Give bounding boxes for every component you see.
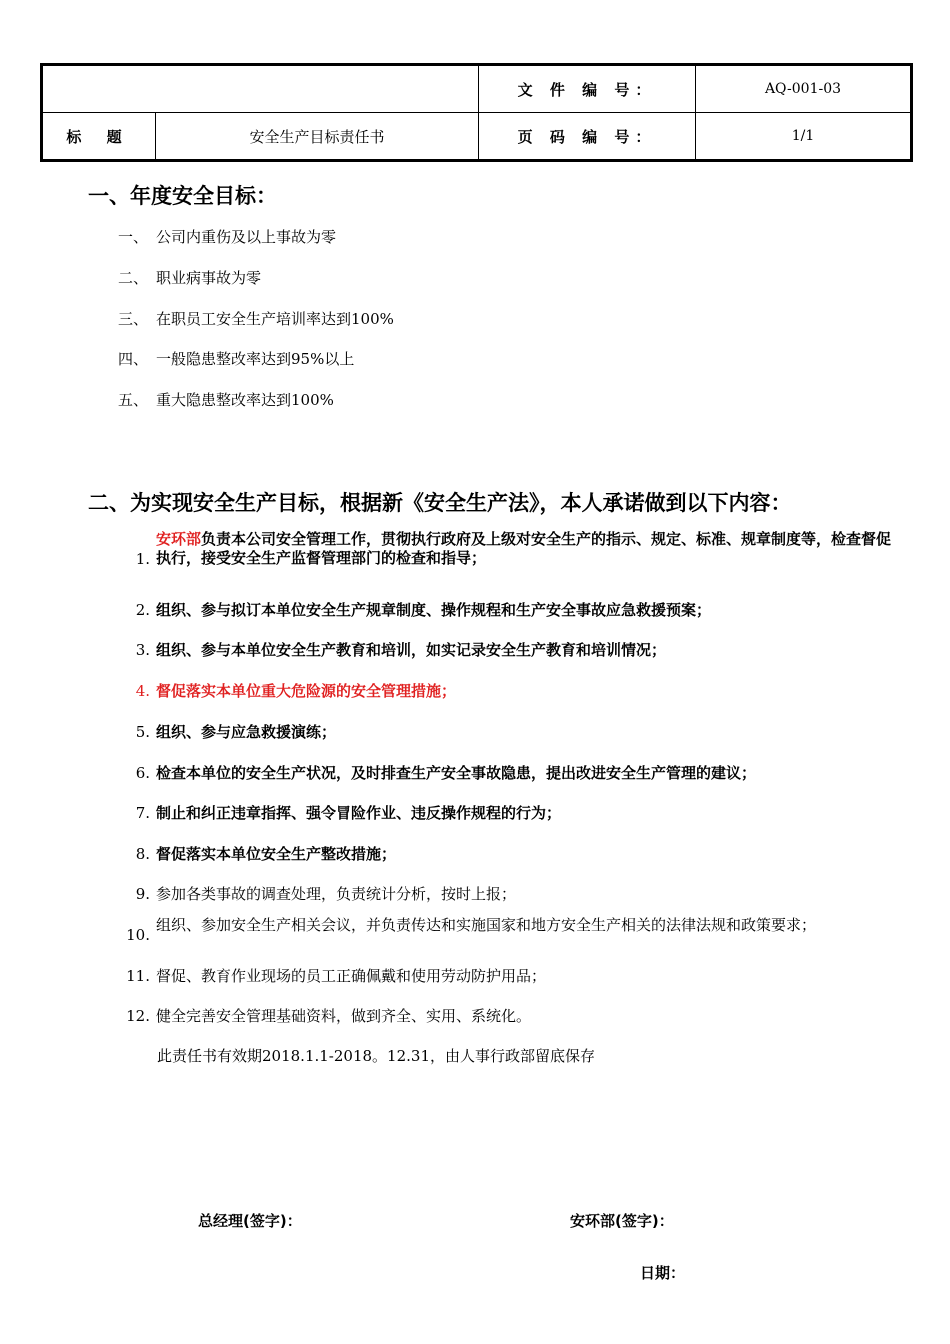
gm-signature-label: 总经理(签字)： bbox=[198, 1212, 302, 1230]
section1-heading: 一、年度安全目标： bbox=[88, 184, 277, 208]
page-no-value: 1/1 bbox=[696, 113, 912, 161]
goal-text: 一般隐患整改率达到95%以上 bbox=[156, 350, 355, 368]
goal-item bbox=[118, 348, 354, 369]
header-row-title bbox=[42, 113, 912, 161]
title-value: 安全生产目标责任书 bbox=[156, 113, 479, 161]
file-no-value: AQ-001-03 bbox=[696, 65, 912, 113]
goal-number: 一、 bbox=[118, 228, 149, 246]
commitment-number: 5. bbox=[135, 723, 150, 741]
date-label: 日期： bbox=[640, 1264, 686, 1282]
dept-signature-label: 安环部(签字)： bbox=[570, 1212, 674, 1230]
commitment-number: 1. bbox=[135, 550, 150, 568]
commitment-text bbox=[156, 530, 896, 568]
commitment-number: 7. bbox=[135, 804, 150, 822]
commitment-text: 督促落实本单位重大危险源的安全管理措施； bbox=[156, 682, 457, 700]
goal-text: 重大隐患整改率达到100% bbox=[156, 391, 334, 409]
commitment-number: 3. bbox=[135, 641, 150, 659]
commitment-text: 组织、参与拟订本单位安全生产规章制度、操作规程和生产安全事故应急救援预案； bbox=[156, 601, 712, 619]
title-label: 标 题 bbox=[42, 113, 156, 161]
commitment-number: 12. bbox=[126, 1007, 150, 1025]
goal-number: 二、 bbox=[118, 269, 149, 287]
commitment-number: 9. bbox=[135, 885, 150, 903]
document-header-table bbox=[40, 63, 913, 162]
commitment-text-body: 负责本公司安全管理工作，贯彻执行政府及上级对安全生产的指示、规定、标准、规章制度等，检查督促执行，接受安全生产监督管理部门的检查和指导； bbox=[156, 530, 892, 567]
commitment-number: 11. bbox=[126, 967, 150, 985]
commitment-number: 2. bbox=[135, 601, 150, 619]
commitment-text: 组织、参加安全生产相关会议，并负责传达和实施国家和地方安全生产相关的法律法规和政策要求； bbox=[156, 916, 817, 934]
goal-number: 五、 bbox=[118, 391, 149, 409]
goal-number: 四、 bbox=[118, 350, 149, 368]
commitment-number: 4. bbox=[135, 682, 150, 700]
goal-item bbox=[118, 308, 394, 329]
goal-item bbox=[118, 389, 334, 410]
commitment-text: 组织、参与本单位安全生产教育和培训，如实记录安全生产教育和培训情况； bbox=[156, 641, 667, 659]
commitment-text: 督促、教育作业现场的员工正确佩戴和使用劳动防护用品； bbox=[156, 967, 547, 985]
commitment-number: 8. bbox=[135, 845, 150, 863]
commitment-text: 督促落实本单位安全生产整改措施； bbox=[156, 845, 397, 863]
commitment-number: 6. bbox=[135, 764, 150, 782]
dept-name-highlight: 安环部 bbox=[156, 530, 202, 548]
commitment-text: 制止和纠正违章指挥、强令冒险作业、违反操作规程的行为； bbox=[156, 804, 562, 822]
header-row-file-no bbox=[42, 65, 912, 113]
commitment-text: 检查本单位的安全生产状况，及时排查生产安全事故隐患，提出改进安全生产管理的建议； bbox=[156, 764, 757, 782]
file-no-label: 文 件 编 号： bbox=[479, 65, 696, 113]
header-blank-cell bbox=[42, 65, 479, 113]
validity-note: 此责任书有效期2018.1.1-2018。12.31，由人事行政部留底保存 bbox=[157, 1047, 595, 1065]
goal-text: 职业病事故为零 bbox=[156, 269, 262, 287]
commitment-text: 参加各类事故的调查处理，负责统计分析，按时上报； bbox=[156, 885, 517, 903]
goal-number: 三、 bbox=[118, 310, 149, 328]
goal-text: 公司内重伤及以上事故为零 bbox=[156, 228, 337, 246]
commitment-text: 健全完善安全管理基础资料，做到齐全、实用、系统化。 bbox=[156, 1007, 532, 1025]
goal-item bbox=[118, 267, 261, 288]
section2-heading: 二、为实现安全生产目标，根据新《安全生产法》，本人承诺做到以下内容： bbox=[88, 491, 792, 515]
goal-item bbox=[118, 226, 336, 247]
page-no-label: 页 码 编 号： bbox=[479, 113, 696, 161]
goal-text: 在职员工安全生产培训率达到100% bbox=[156, 310, 394, 328]
commitment-text: 组织、参与应急救援演练； bbox=[156, 723, 337, 741]
commitment-number: 10. bbox=[126, 926, 150, 944]
